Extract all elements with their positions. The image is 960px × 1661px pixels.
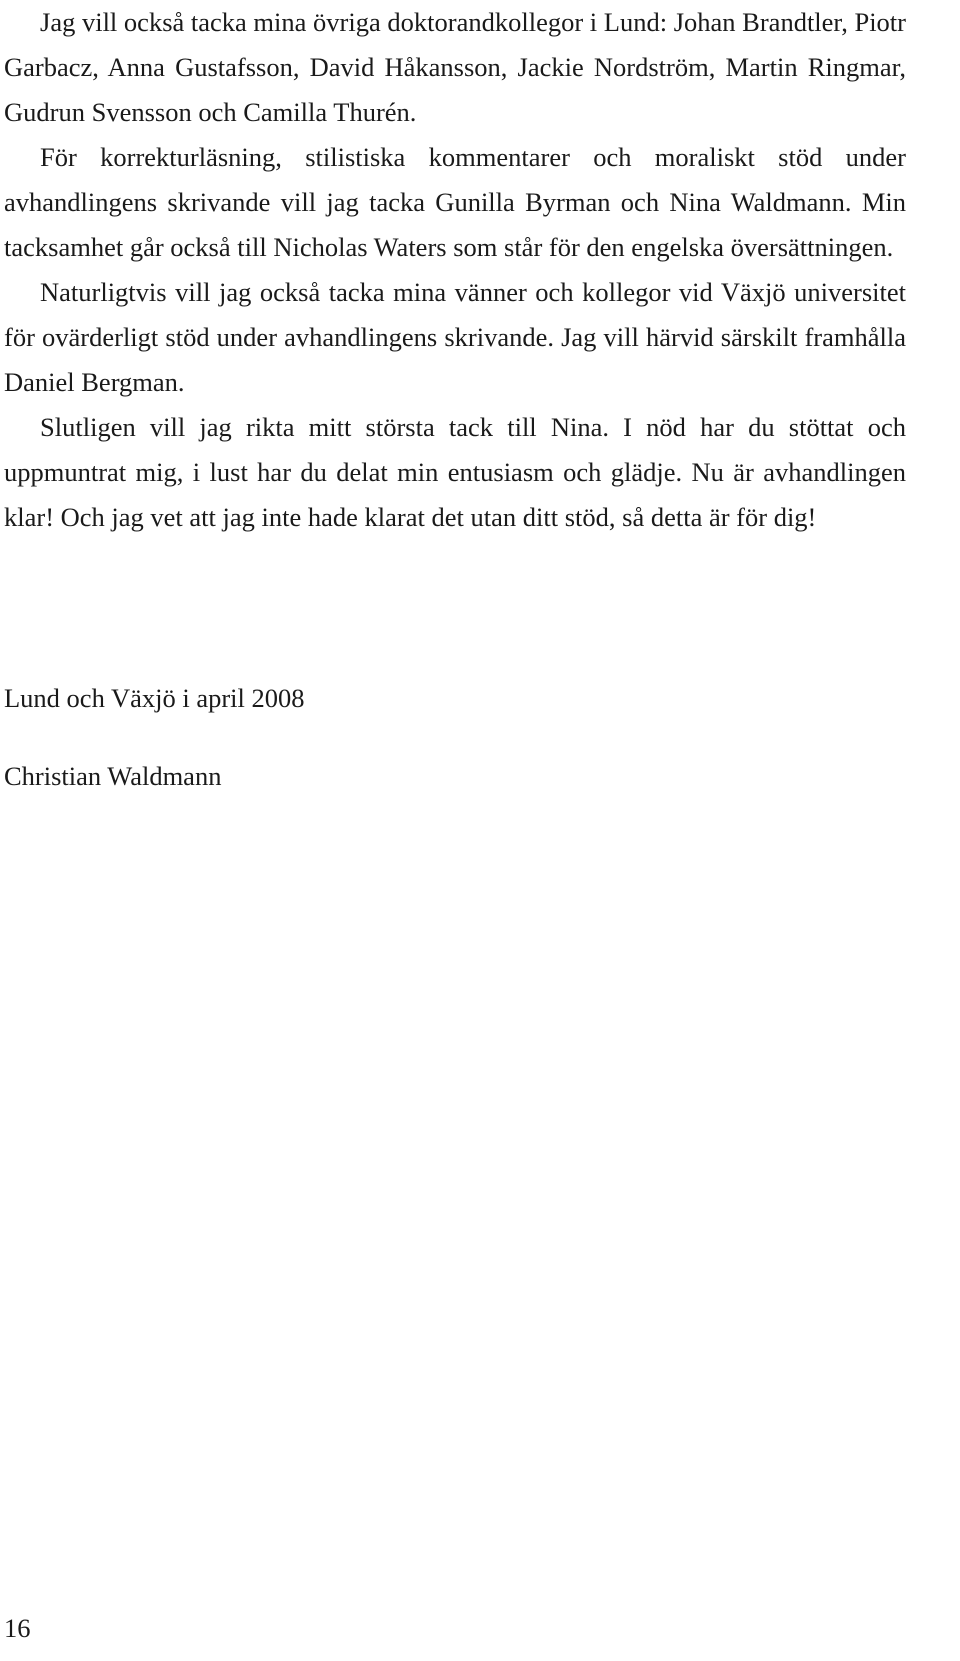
paragraph-vaxjo-colleagues: Naturligtvis vill jag också tacka mina vänner och kollegor vid Växjö universitet för ovärderligt stöd under avhandlingens skrivande. Jag vill härvid särskilt framhålla Daniel Bergman. [4, 277, 906, 397]
page-number: 16 [4, 1613, 31, 1643]
paragraph-nina: Slutligen vill jag rikta mitt största tack till Nina. I nöd har du stöttat och uppmuntrat mig, i lust har du delat min entusiasm och glädje. Nu är avhandlingen klar! Och jag vet att jag inte hade klarat det utan ditt stöd, så detta är för dig! [4, 412, 906, 532]
place-date: Lund och Växjö i april 2008 [4, 683, 305, 713]
acknowledgements-body [4, 0, 906, 540]
paragraph-proofreading: För korrekturläsning, stilistiska kommentarer och moraliskt stöd under avhandlingens skrivande vill jag tacka Gunilla Byrman och Nina Waldmann. Min tacksamhet går också till Nicholas Waters som står för den engelska översättningen. [4, 142, 906, 262]
paragraph-doctoral-colleagues: Jag vill också tacka mina övriga doktorandkollegor i Lund: Johan Brandtler, Piotr Garbacz, Anna Gustafsson, David Håkansson, Jackie Nordström, Martin Ringmar, Gudrun Svensson och Camilla Thurén. [4, 7, 906, 127]
author-signature: Christian Waldmann [4, 761, 222, 791]
